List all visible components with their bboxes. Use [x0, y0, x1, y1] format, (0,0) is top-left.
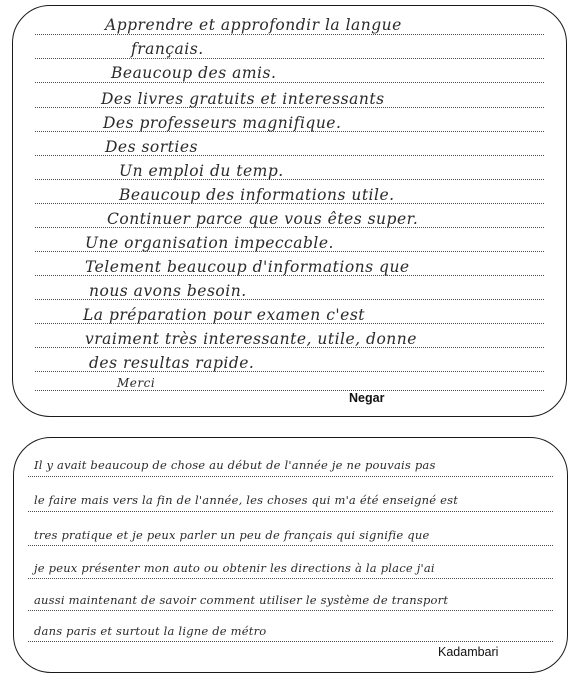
handwritten-line: des resultas rapide. — [89, 354, 255, 372]
handwritten-line: Telement beaucoup d'informations que — [85, 258, 410, 276]
ruled-line — [28, 545, 553, 546]
handwritten-line: Beaucoup des informations utile. — [119, 186, 395, 204]
ruled-line — [28, 511, 553, 512]
ruled-line — [28, 610, 553, 611]
handwritten-line: Une organisation impeccable. — [85, 234, 334, 252]
ruled-line — [28, 641, 553, 642]
handwritten-line: nous avons besoin. — [89, 282, 247, 300]
handwritten-signature-line: Merci — [117, 376, 156, 390]
handwritten-line: La préparation pour examen c'est — [83, 306, 366, 324]
ruled-line — [28, 476, 553, 477]
handwritten-line: Continuer parce que vous êtes super. — [107, 210, 419, 228]
author-name: Kadambari — [438, 645, 499, 659]
handwritten-line: vraiment très interessante, utile, donne — [85, 330, 417, 348]
ruled-line — [35, 58, 544, 59]
handwritten-line: français. — [131, 40, 204, 58]
ruled-line — [35, 82, 544, 83]
ruled-line — [35, 390, 544, 391]
ruled-line — [35, 179, 544, 180]
handwritten-line: Il y avait beaucoup de chose au début de l'année je ne pouvais pas — [34, 458, 436, 472]
testimonial-card-negar — [12, 5, 567, 417]
handwritten-line: Des sorties — [105, 138, 198, 156]
handwritten-line: Un emploi du temp. — [119, 162, 284, 180]
handwritten-line: le faire mais vers la fin de l'année, les choses qui m'a été enseigné est — [34, 493, 459, 507]
handwritten-line: tres pratique et je peux parler un peu de français qui signifie que — [34, 528, 430, 542]
ruled-line — [28, 578, 553, 579]
handwritten-line: je peux présenter mon auto ou obtenir les directions à la place j'ai — [34, 561, 435, 575]
handwritten-line: aussi maintenant de savoir comment utiliser le système de transport — [34, 593, 449, 607]
testimonial-card-kadambari — [13, 437, 568, 673]
handwritten-line: Beaucoup des amis. — [111, 64, 277, 82]
author-name: Negar — [349, 391, 385, 405]
handwritten-line: Apprendre et approfondir la langue — [105, 16, 402, 34]
ruled-line — [35, 34, 544, 35]
handwritten-line: Des professeurs magnifique. — [103, 114, 342, 132]
handwritten-line: dans paris et surtout la ligne de métro — [34, 624, 267, 638]
handwritten-line: Des livres gratuits et interessants — [101, 90, 385, 108]
